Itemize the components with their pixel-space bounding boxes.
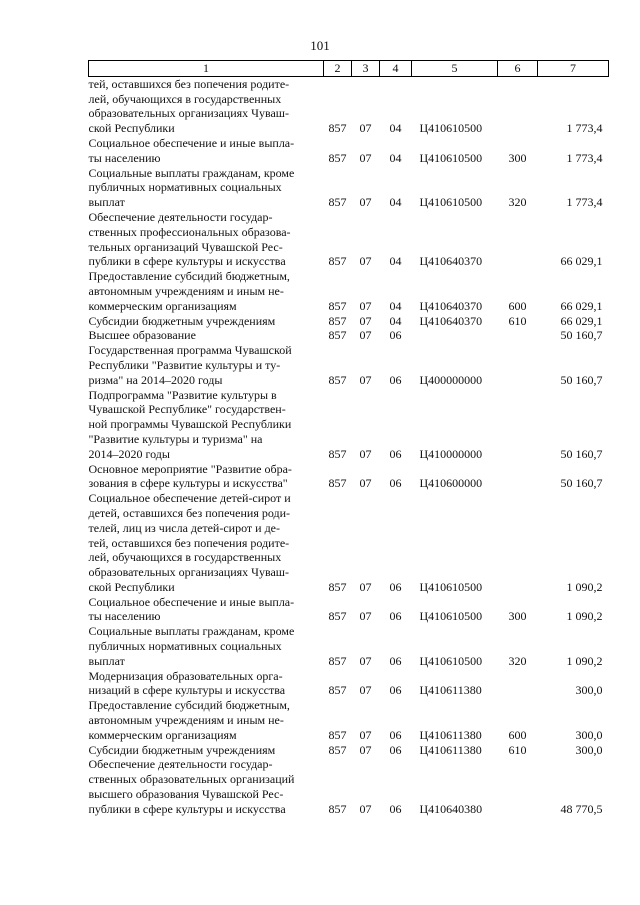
row-expense-type [498,757,538,816]
row-subsection: 06 [389,801,402,816]
row-target-article: Ц410611380 [419,683,482,698]
row-target-article: Ц410610500 [419,150,483,165]
table-row [89,669,609,699]
row-amount: 66 029,1 [560,254,603,269]
row-section: 07 [359,476,372,491]
row-target-article: Ц410610500 [419,195,483,210]
row-name: Социальные выплаты гражданам, кроме публичных нормативных социальных выплат [88,624,295,668]
row-name: тей, оставшихся без попечения родите- лей, обучающихся в государственных образовательных организациях Чуваш- ской Республики [88,76,290,136]
row-expense-type [498,328,538,343]
row-expense-type [498,491,538,595]
row-admin-code: 857 [328,446,347,461]
row-subsection: 04 [389,195,402,210]
row-admin-code: 857 [328,150,347,165]
table-row [89,757,609,816]
row-name: Субсидии бюджетным учреждениям [88,313,276,328]
table-row [89,595,609,625]
row-expense-type [498,669,538,699]
row-target-article: Ц410600000 [419,476,483,491]
row-expense-type: 600 [508,727,527,742]
row-target-article: Ц400000000 [419,372,483,387]
row-amount: 300,0 [575,742,603,757]
row-admin-code: 857 [328,121,347,136]
row-name: Модернизация образовательных орга- низаций в сфере культуры и искусства [88,668,286,698]
row-admin-code: 857 [328,742,347,757]
row-expense-type: 320 [508,195,527,210]
row-admin-code: 857 [328,801,347,816]
row-name: Высшее образование [88,328,196,343]
row-expense-type: 610 [508,313,527,328]
row-target-article: Ц410640370 [419,313,483,328]
table-row [89,166,609,210]
row-expense-type: 300 [508,150,527,165]
row-name: Предоставление субсидий бюджетным, автономным учреждениям и иным не- коммерческим организациям [88,698,290,742]
header-col-5: 5 [412,61,498,77]
table-row [89,210,609,269]
row-expense-type [498,76,538,136]
row-amount: 1 773,4 [566,195,603,210]
row-name: Социальное обеспечение и иные выпла- ты населению [88,135,295,165]
row-amount: 1 090,2 [566,609,603,624]
row-admin-code: 857 [328,683,347,698]
header-col-6: 6 [498,61,538,77]
row-expense-type: 610 [508,742,527,757]
table-row [89,698,609,742]
row-subsection: 04 [389,313,402,328]
row-subsection: 06 [389,683,402,698]
table-row [89,328,609,343]
row-admin-code: 857 [328,727,347,742]
table-row [89,624,609,668]
row-amount: 300,0 [575,683,603,698]
row-amount: 50 160,7 [560,372,603,387]
row-name: Подпрограмма "Развитие культуры в Чувашской Республике" государствен- ной программы Чувашской Республики "Развитие культуры и туризма" на 2014–2020 годы [88,387,292,461]
row-admin-code: 857 [328,579,347,594]
row-amount: 50 160,7 [560,446,603,461]
row-section: 07 [359,579,372,594]
row-target-article: Ц410610500 [419,579,483,594]
row-subsection: 04 [389,298,402,313]
table-row [89,76,609,136]
row-admin-code: 857 [328,313,347,328]
row-admin-code: 857 [328,328,347,343]
row-name: Социальное обеспечение детей-сирот и детей, оставшихся без попечения роди- телей, лиц из числа детей-сирот и де- тей, оставшихся без попечения родите- лей, обучающихся в государственных образовательных организациях Чуваш- ской Республики [88,491,291,594]
row-expense-type [498,210,538,269]
header-col-7: 7 [538,61,609,77]
header-col-1: 1 [89,61,324,77]
row-target-article: Ц410610500 [419,609,483,624]
header-col-4: 4 [380,61,412,77]
row-section: 07 [359,727,372,742]
row-target-article [412,328,498,343]
row-section: 07 [359,801,372,816]
table-row [89,343,609,387]
row-amount: 66 029,1 [560,298,603,313]
row-target-article: Ц410000000 [419,446,483,461]
row-amount: 48 770,5 [560,801,603,816]
budget-table [88,60,609,817]
table-row [89,491,609,595]
row-expense-type: 600 [508,298,527,313]
row-subsection: 04 [389,121,402,136]
row-admin-code: 857 [328,195,347,210]
header-col-2: 2 [324,61,352,77]
row-section: 07 [359,742,372,757]
row-section: 07 [359,121,372,136]
row-amount: 300,0 [575,727,603,742]
table-body [89,76,609,816]
row-amount: 1 773,4 [566,121,603,136]
row-section: 07 [359,195,372,210]
row-expense-type: 320 [508,653,527,668]
row-subsection: 06 [389,476,402,491]
row-amount: 66 029,1 [560,313,603,328]
row-target-article: Ц410611380 [419,742,482,757]
row-name: Предоставление субсидий бюджетным, автономным учреждениям и иным не- коммерческим организациям [88,269,290,313]
row-section: 07 [359,328,372,343]
row-name: Государственная программа Чувашской Республики "Развитие культуры и ту- ризма" на 2014–2020 годы [88,343,292,387]
row-name: Обеспечение деятельности государ- ственных профессиональных образова- тельных организаций Чувашской Рес- публики в сфере культуры и искусства [88,209,291,269]
row-amount: 1 090,2 [566,653,603,668]
table-row [89,388,609,462]
row-target-article: Ц410610500 [419,121,483,136]
row-amount: 50 160,7 [560,328,603,343]
row-subsection: 06 [389,727,402,742]
row-subsection: 06 [389,742,402,757]
table-row [89,314,609,329]
row-section: 07 [359,609,372,624]
row-name: Субсидии бюджетным учреждениям [88,742,276,757]
row-amount: 50 160,7 [560,476,603,491]
row-name: Обеспечение деятельности государ- ственных образовательных организаций высшего образования Чувашской Рес- публики в сфере культуры и искусства [88,757,295,816]
row-section: 07 [359,653,372,668]
row-section: 07 [359,313,372,328]
row-name: Основное мероприятие "Развитие обра- зования в сфере культуры и искусства" [88,461,292,491]
row-admin-code: 857 [328,372,347,387]
row-section: 07 [359,446,372,461]
row-target-article: Ц410640370 [419,254,483,269]
row-subsection: 06 [389,653,402,668]
row-subsection: 06 [389,328,402,343]
row-expense-type [498,343,538,387]
row-expense-type: 300 [508,609,527,624]
row-subsection: 04 [389,254,402,269]
row-section: 07 [359,150,372,165]
row-amount: 1 090,2 [566,579,603,594]
row-section: 07 [359,298,372,313]
row-target-article: Ц410610500 [419,653,483,668]
row-section: 07 [359,683,372,698]
row-subsection: 06 [389,446,402,461]
header-col-3: 3 [352,61,380,77]
row-admin-code: 857 [328,609,347,624]
row-name: Социальное обеспечение и иные выпла- ты населению [88,594,295,624]
table-row [89,136,609,166]
table-row [89,743,609,758]
row-name: Социальные выплаты гражданам, кроме публичных нормативных социальных выплат [88,165,295,210]
row-section: 07 [359,254,372,269]
row-target-article: Ц410640380 [419,801,483,816]
row-subsection: 06 [389,372,402,387]
row-expense-type [498,462,538,492]
row-expense-type [498,388,538,462]
row-admin-code: 857 [328,653,347,668]
row-section: 07 [359,372,372,387]
page-number: 101 [310,38,330,53]
row-target-article: Ц410640370 [419,298,483,313]
row-admin-code: 857 [328,298,347,313]
row-subsection: 06 [389,609,402,624]
row-admin-code: 857 [328,476,347,491]
table-row [89,462,609,492]
row-subsection: 06 [389,579,402,594]
table-row [89,269,609,313]
row-amount: 1 773,4 [566,150,603,165]
row-subsection: 04 [389,150,402,165]
table-header [89,61,609,77]
row-target-article: Ц410611380 [419,727,482,742]
row-admin-code: 857 [328,254,347,269]
